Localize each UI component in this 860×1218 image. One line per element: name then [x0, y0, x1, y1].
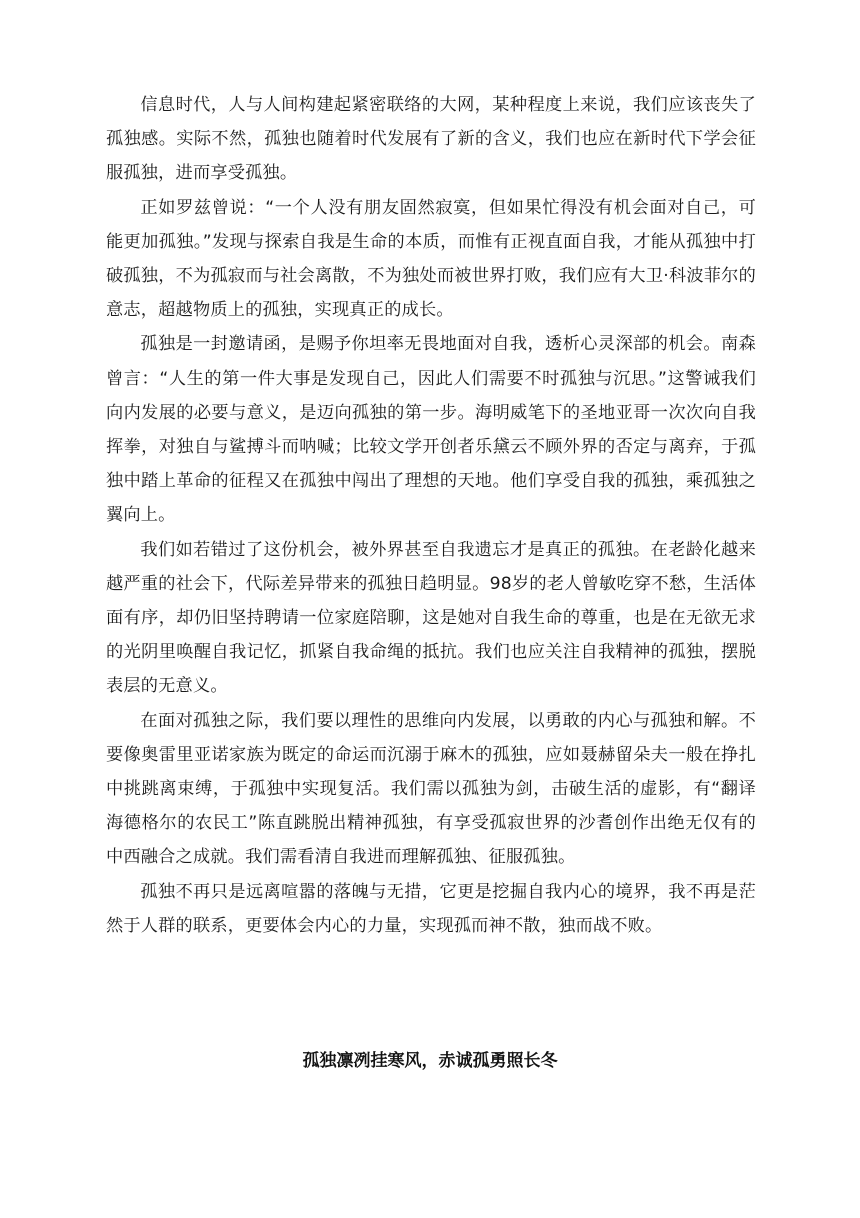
paragraph-5: 在面对孤独之际，我们要以理性的思维向内发展，以勇敢的内心与孤独和解。不要像奥雷里亚诺家族为既定的命运而沉溺于麻木的孤独，应如聂赫留朵夫一般在挣扎中挑跳离束缚，于孤独中实现复活。我们需以孤独为剑，击破生活的虚影，有“翻译海德格尔的农民工”陈直跳脱出精神孤独，有享受孤寂世界的沙耆创作出绝无仅有的中西融合之成就。我们需看清自我进而理解孤独、征服孤独。: [106, 710, 756, 868]
next-essay-title: 孤独凛冽挂寒风，赤诚孤勇照长冬: [302, 1051, 558, 1071]
paragraph-3: 孤独是一封邀请函，是赐予你坦率无畏地面对自我，透析心灵深部的机会。南森曾言：“人生的第一件大事是发现自己，因此人们需要不时孤独与沉思。”这警诫我们向内发展的必要与意义，是迈向孤独的第一步。海明威笔下的圣地亚哥一次次向自我挥拳，对独自与鲨搏斗而呐喊；比较文学开创者乐黛云不顾外界的否定与离弃，于孤独中踏上革命的征程又在孤独中闯出了理想的天地。他们享受自我的孤独，乘孤独之翼向上。: [106, 334, 756, 526]
paragraph-1: 信息时代，人与人间构建起紧密联络的大网，某种程度上来说，我们应该丧失了孤独感。实际不然，孤独也随着时代发展有了新的含义，我们也应在新时代下学会征服孤独，进而享受孤独。: [106, 95, 756, 184]
paragraph-4: 我们如若错过了这份机会，被外界甚至自我遗忘才是真正的孤独。在老龄化越来越严重的社会下，代际差异带来的孤独日趋明显。98岁的老人曾敏吃穿不愁，生活体面有序，却仍旧坚持聘请一位家庭陪聊，这是她对自我生命的尊重，也是在无欲无求的光阴里唤醒自我记忆，抓紧自我命绳的抵抗。我们也应关注自我精神的孤独，摆脱表层的无意义。: [106, 539, 756, 697]
paragraph-2: 正如罗兹曾说：“一个人没有朋友固然寂寞，但如果忙得没有机会面对自己，可能更加孤独。”发现与探索自我是生命的本质，而惟有正视直面自我，才能从孤独中打破孤独，不为孤寂而与社会离散，不为独处而被世界打败，我们应有大卫·科波菲尔的意志，超越物质上的孤独，实现真正的成长。: [106, 197, 756, 321]
essay-body: [106, 88, 756, 943]
paragraph-6: 孤独不再只是远离喧嚣的落魄与无措，它更是挖掘自我内心的境界，我不再是茫然于人群的联系，更要体会内心的力量，实现孤而神不散，独而战不败。: [106, 881, 756, 936]
